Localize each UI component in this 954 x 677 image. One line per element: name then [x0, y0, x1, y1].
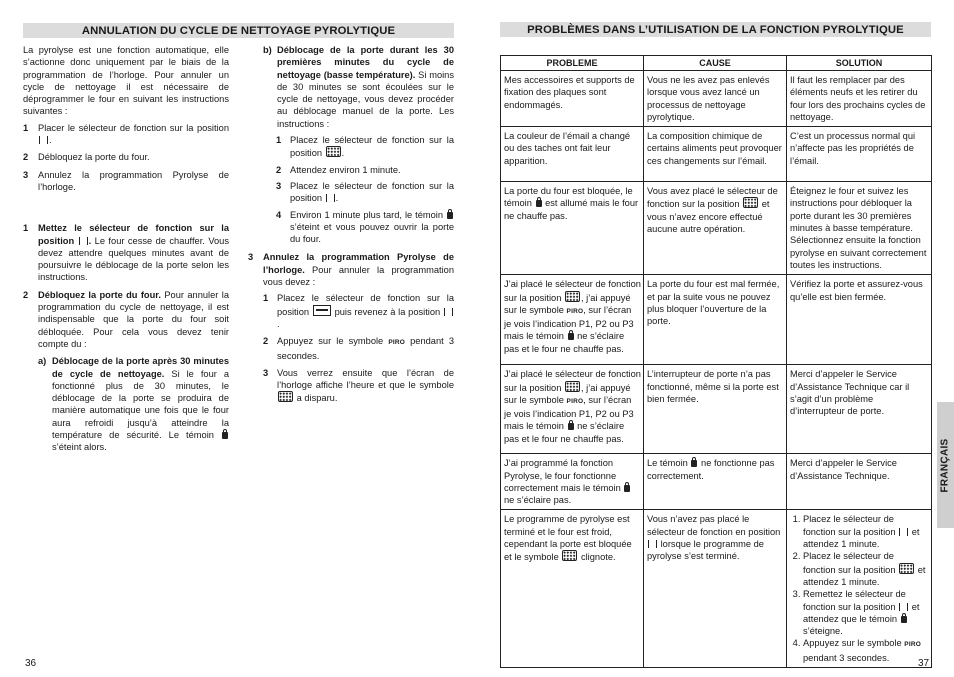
piro-symbol-icon: PIRO — [388, 339, 406, 347]
c-step-2: 2 Appuyez sur le symbole PIRO pendant 3 secondes. — [263, 336, 454, 361]
table-row — [501, 454, 932, 510]
cell-solution: Il faut les remplacer par des éléments neufs et les retirer du four lors des prochains cycles de nettoyage. — [787, 71, 932, 127]
table-row — [501, 275, 932, 365]
grid-icon — [278, 391, 293, 402]
piro-symbol-icon: PIRO — [904, 641, 921, 649]
position-icon — [899, 528, 908, 536]
piro-symbol-icon: PIRO — [566, 397, 584, 405]
main-step-3: 3 Annulez la programmation Pyrolyse de l’horloge. Pour annuler la programmation vous devez : — [248, 252, 454, 288]
lock-icon — [691, 460, 697, 467]
solution-step: 3. Remettez le sélecteur de fonction sur la position et attendez que le témoin s’éteigne. — [803, 588, 929, 637]
troubleshooting-table — [500, 55, 932, 668]
piro-symbol-icon: PIRO — [566, 307, 584, 315]
grid-icon — [565, 381, 580, 392]
table-header-row — [501, 56, 932, 71]
cell-probleme: Le programme de pyrolyse est terminé et le four est froid, cependant la porte est bloquée et le symbole clignote. — [501, 510, 644, 668]
page-number-right: 37 — [918, 658, 930, 669]
solution-step: 1. Placez le sélecteur de fonction sur la position et attendez 1 minute. — [803, 513, 929, 550]
sub-step-a: a) Déblocage de la porte après 30 minutes de cycle de nettoyage. Si le four a fonctionné plus de 30 minutes, le déblocage de la porte se produira de manière automatique une fois que le four aura refroidi jusqu’à atteindre la température de sécurité. Le témoin s’éteint alors. — [38, 356, 229, 453]
cell-cause: Le témoin ne fonctionne pas correctement. — [644, 454, 787, 510]
c-step-3: 3 Vous verrez ensuite que l’écran de l’horloge affiche l’heure et que le symbole a disparu. — [263, 367, 454, 404]
position-icon — [39, 136, 48, 144]
right-section-header: PROBLÈMES DANS L’UTILISATION DE LA FONCTION PYROLYTIQUE — [500, 22, 931, 37]
cell-solution — [787, 510, 932, 668]
lock-icon — [568, 333, 574, 340]
cell-solution: Vérifiez la porte et assurez-vous qu’elle est bien fermée. — [787, 275, 932, 365]
solution-step: 2. Placez le sélecteur de fonction sur la position et attendez 1 minute. — [803, 550, 929, 588]
header-solution: SOLUTION — [787, 56, 932, 71]
left-section-header: ANNULATION DU CYCLE DE NETTOYAGE PYROLYTIQUE — [23, 23, 454, 38]
grid-icon — [562, 550, 577, 561]
cell-cause: L’interrupteur de porte n’a pas fonctionné, même si la porte est bien fermée. — [644, 365, 787, 454]
lock-icon — [222, 432, 228, 439]
b-step-1: 1 Placez le sélecteur de fonction sur la position . — [276, 135, 454, 159]
cell-solution: Merci d’appeler le Service d’Assistance Technique car il s’agit d’un problème d’interrupteur de porte. — [787, 365, 932, 454]
lock-icon — [901, 616, 907, 623]
sub-step-b: b) Déblocage de la porte durant les 30 premières minutes du cycle de nettoyage (basse température). Si moins de 30 minutes se sont écoulées sur le cycle de nettoyage, vous devez procéder au déblocage manuel de la porte. Les instructions : — [263, 45, 455, 129]
cell-probleme: J’ai placé le sélecteur de fonction sur la position , j’ai appuyé sur le symbole PIRO, sur l’écran je vois l’indication P1, P2 ou P3 mais le témoin ne s’éclaire pas et le four ne chauffe pas. — [501, 275, 644, 365]
lock-icon — [624, 485, 630, 492]
language-tab-label: FRANÇAIS — [940, 437, 952, 493]
bar-icon — [313, 305, 331, 316]
position-icon — [326, 194, 335, 202]
cell-probleme: La couleur de l’émail a changé ou des taches ont fait leur apparition. — [501, 127, 644, 182]
table-row — [501, 182, 932, 275]
main-step-2: 2 Débloquez la porte du four. Pour annuler la programmation du cycle de nettoyage, il est indispensable que la porte du four soit débloquée. Pour cela vous devez tenir compte du : — [23, 289, 229, 349]
cell-cause: Vous ne les avez pas enlevés lorsque vous avez lancé un processus de nettoyage pyrolytique. — [644, 71, 787, 127]
solution-steps — [790, 513, 929, 664]
cell-solution: Éteignez le four et suivez les instructions pour débloquer la porte durant les 30 premières minutes à basse température. Sélectionnez ensuite la fonction pyrolyse en suivant correctement toutes les instructions. — [787, 182, 932, 275]
b-step-3: 3 Placez le sélecteur de fonction sur la position . — [276, 180, 454, 204]
position-icon — [79, 237, 88, 245]
table-row — [501, 127, 932, 182]
position-icon — [444, 308, 453, 316]
cell-cause: La composition chimique de certains aliments peut provoquer ces changements sur l’émail. — [644, 127, 787, 182]
intro-paragraph: La pyrolyse est une fonction automatique, elle s’actionne donc uniquement par le biais de la programmation de l’horloge. Pour annuler un cycle de nettoyage il est nécessaire de déprogrammer le four en suivant les instructions suivantes : — [23, 45, 229, 117]
grid-icon — [565, 291, 580, 302]
step-1: 1 Placer le sélecteur de fonction sur la position . — [23, 122, 229, 146]
left-column-2 — [248, 44, 454, 405]
header-probleme: PROBLEME — [501, 56, 644, 71]
lock-icon — [447, 212, 453, 219]
table-row — [501, 71, 932, 127]
lock-icon — [536, 200, 542, 207]
b-step-2: 2 Attendez environ 1 minute. — [276, 164, 401, 175]
cell-probleme: J’ai programmé la fonction Pyrolyse, le four fonctionne correctement mais le témoin ne s’éclaire pas. — [501, 454, 644, 510]
table-row — [501, 365, 932, 454]
left-column-1 — [23, 44, 229, 454]
header-cause: CAUSE — [644, 56, 787, 71]
table-row — [501, 510, 932, 668]
position-icon — [648, 540, 657, 548]
cell-cause: Vous avez placé le sélecteur de fonction sur la position et vous n’avez encore effectué aucune autre opération. — [644, 182, 787, 275]
step-3: 3 Annulez la programmation Pyrolyse de l’horloge. — [23, 169, 229, 192]
page-number-left: 36 — [25, 658, 37, 669]
b-step-4: 4 Environ 1 minute plus tard, le témoin s’éteint et vous pouvez ouvrir la porte du four. — [276, 209, 454, 245]
grid-icon — [326, 146, 341, 157]
main-step-1: 1 Mettez le sélecteur de fonction sur la position . Le four cesse de chauffer. Vous devez attendre quelques minutes avant de poursuivre le déblocage de la porte selon les instructions. — [23, 223, 230, 283]
language-tab — [937, 402, 954, 528]
lock-icon — [568, 423, 574, 430]
grid-icon — [743, 197, 758, 208]
cell-probleme: La porte du four est bloquée, le témoin est allumé mais le four ne chauffe pas. — [501, 182, 644, 275]
position-icon — [899, 603, 908, 611]
c-step-1: 1 Placez le sélecteur de fonction sur la position puis revenez à la position . — [263, 293, 454, 329]
grid-icon — [899, 563, 914, 574]
cell-solution: Merci d’appeler le Service d’Assistance Technique. — [787, 454, 932, 510]
solution-step: 4. Appuyez sur le symbole PIRO pendant 3 secondes. — [803, 637, 929, 664]
cell-cause: Vous n’avez pas placé le sélecteur de fonction en position lorsque le programme de pyrolyse s’est terminé. — [644, 510, 787, 668]
step-2: 2 Débloquez la porte du four. — [23, 152, 150, 163]
cell-cause: La porte du four est mal fermée, et par la suite vous ne pouvez plus bloquer l’ouverture de la porte. — [644, 275, 787, 365]
cell-solution: C’est un processus normal qui n’affecte pas les propriétés de l’émail. — [787, 127, 932, 182]
cell-probleme: J’ai placé le sélecteur de fonction sur la position , j’ai appuyé sur le symbole PIRO, sur l’écran je vois l’indication P1, P2 ou P3 mais le témoin ne s’éclaire pas et le four ne chauffe pas. — [501, 365, 644, 454]
cell-probleme: Mes accessoires et supports de fixation des plaques sont endommagés. — [501, 71, 644, 127]
